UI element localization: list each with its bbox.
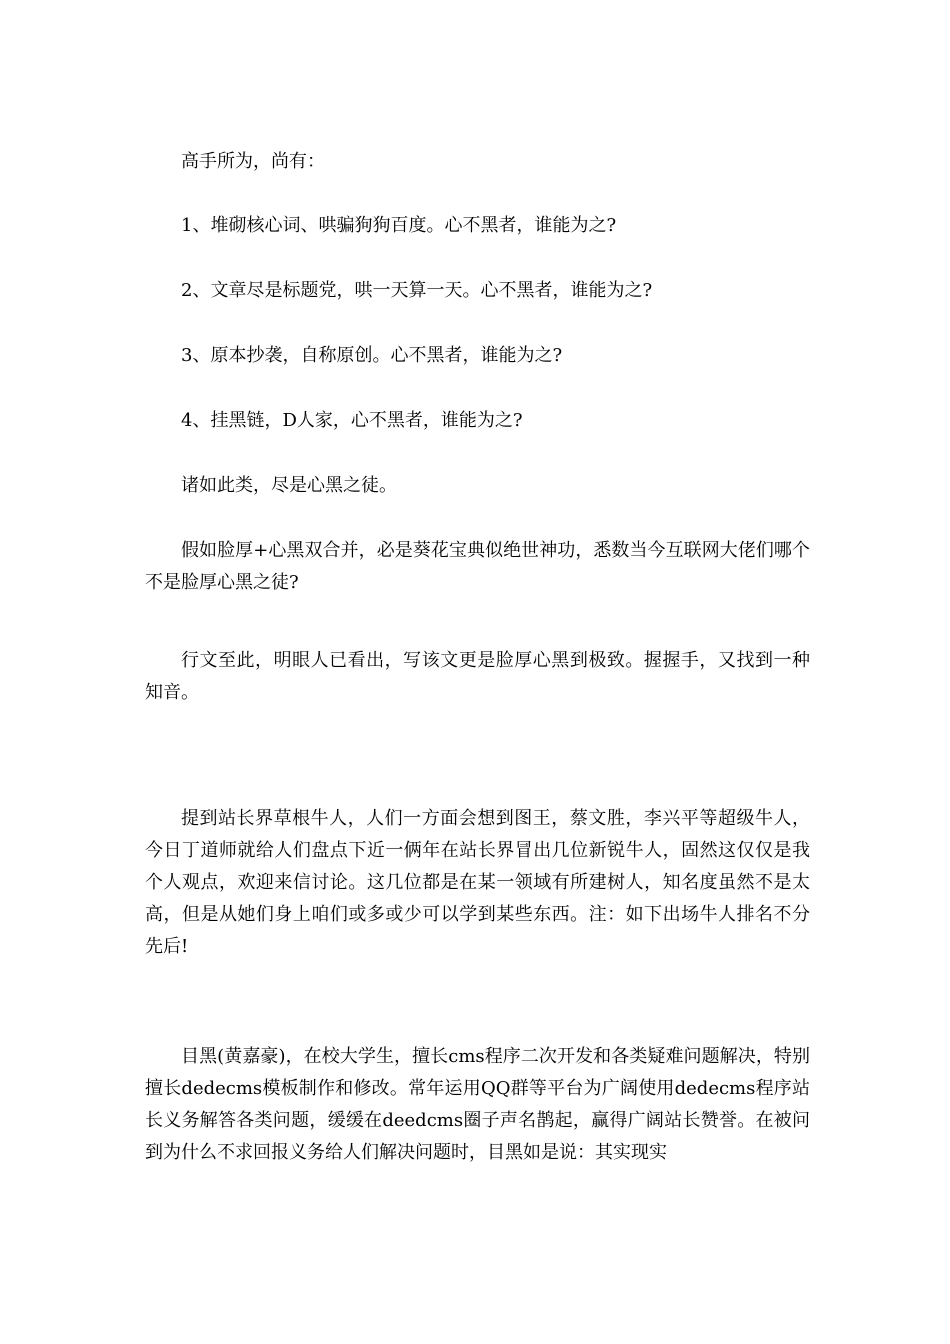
paragraph-combined: 假如脸厚+心黑双合并，必是葵花宝典似绝世神功，悉数当今互联网大佬们哪个不是脸厚心黑之徒?: [145, 540, 810, 593]
list-item-4: 4、挂黑链，D人家，心不黑者，谁能为之?: [181, 410, 523, 431]
list-item-3: 3、原本抄袭，自称原创。心不黑者，谁能为之?: [181, 345, 563, 366]
list-item-2: 2、文章尽是标题党，哄一天算一天。心不黑者，谁能为之?: [181, 280, 653, 301]
paragraph-muhei: 目黑(黄嘉豪)，在校大学生，擅长cms程序二次开发和各类疑难问题解决，特别擅长dedecms模板制作和修改。常年运用QQ群等平台为广阔使用dedecms程序站长义务解答各类问题，缓缓在deedcms圈子声名鹊起，赢得广阔站长赞誉。在被问到为什么不求回报义务给人们解决问题时，目黑如是说：其实现实: [145, 1046, 810, 1163]
paragraph-summary: 诸如此类，尽是心黑之徒。: [181, 475, 397, 496]
paragraph-intro: 高手所为，尚有：: [181, 151, 325, 172]
paragraph-newcomers: 提到站长界草根牛人，人们一方面会想到图王，蔡文胜，李兴平等超级牛人，今日丁道师就给人们盘点下近一俩年在站长界冒出几位新锐牛人，固然这仅仅是我个人观点，欢迎来信讨论。这几位都是在某一领域有所建树人，知名度虽然不是太高，但是从她们身上咱们或多或少可以学到某些东西。注：如下出场牛人排名不分先后!: [145, 808, 810, 957]
paragraph-conclusion: 行文至此，明眼人已看出，写该文更是脸厚心黑到极致。握握手，又找到一种知音。: [145, 650, 810, 703]
list-item-1: 1、堆砌核心词、哄骗狗狗百度。心不黑者，谁能为之?: [181, 215, 617, 236]
